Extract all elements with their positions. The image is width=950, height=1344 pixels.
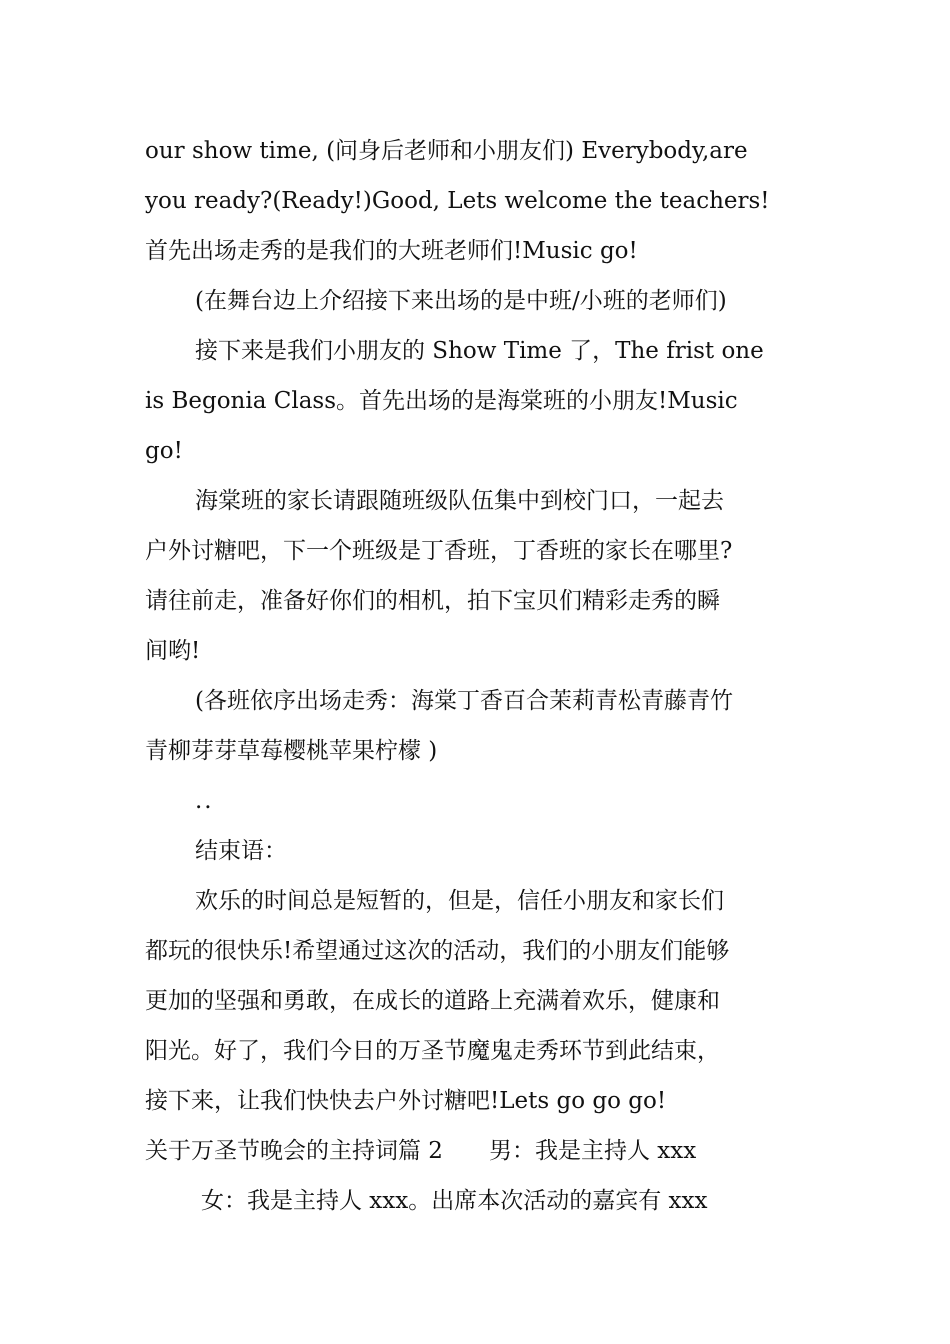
text-line: 请往前走，准备好你们的相机，拍下宝贝们精彩走秀的瞬 — [145, 588, 720, 614]
paragraph-kids-show — [145, 326, 807, 476]
text-line: 户外讨糖吧，下一个班级是丁香班，丁香班的家长在哪里? — [145, 538, 733, 564]
text-line: 间哟! — [145, 638, 201, 664]
text-line: 阳光。好了，我们今日的万圣节魔鬼走秀环节到此结束， — [145, 1038, 720, 1064]
text-line: 海棠班的家长请跟随班级队伍集中到校门口，一起去 — [195, 488, 724, 514]
paragraph-show-time — [145, 126, 807, 276]
text-line: 欢乐的时间总是短暂的，但是，信任小朋友和家长们 — [195, 888, 724, 914]
text-line: (各班依序出场走秀：海棠丁香百合茉莉青松青藤青竹 — [195, 688, 733, 714]
paragraph-ellipsis: .. — [195, 788, 214, 814]
paragraph-closing — [145, 876, 807, 1126]
paragraph-section-title: 关于万圣节晚会的主持词篇 2 男：我是主持人 xxx — [145, 1138, 697, 1164]
text-line: our show time, (问身后老师和小朋友们) Everybody,are — [145, 138, 748, 164]
paragraph-class-order — [145, 676, 807, 776]
text-line: you ready?(Ready!)Good, Lets welcome the teachers! — [145, 188, 770, 214]
text-line: 接下来，让我们快快去户外讨糖吧!Lets go go go! — [145, 1088, 667, 1114]
paragraph-closing-heading: 结束语： — [195, 838, 287, 864]
text-line: 都玩的很快乐!希望通过这次的活动，我们的小朋友们能够 — [145, 938, 730, 964]
paragraph-hosts: 女：我是主持人 xxx。出席本次活动的嘉宾有 xxx — [201, 1188, 708, 1214]
paragraph-stage-note: (在舞台边上介绍接下来出场的是中班/小班的老师们) — [195, 288, 727, 314]
paragraph-parents — [145, 476, 807, 676]
text-line: is Begonia Class。首先出场的是海棠班的小朋友!Music — [145, 388, 738, 414]
document-body — [145, 126, 807, 1226]
text-line: 接下来是我们小朋友的 Show Time 了，The frist one — [195, 338, 764, 364]
text-line: 首先出场走秀的是我们的大班老师们!Music go! — [145, 238, 638, 264]
text-line: 青柳芽芽草莓樱桃苹果柠檬 ) — [145, 738, 438, 764]
text-line: go! — [145, 438, 183, 464]
text-line: 更加的坚强和勇敢，在成长的道路上充满着欢乐，健康和 — [145, 988, 720, 1014]
